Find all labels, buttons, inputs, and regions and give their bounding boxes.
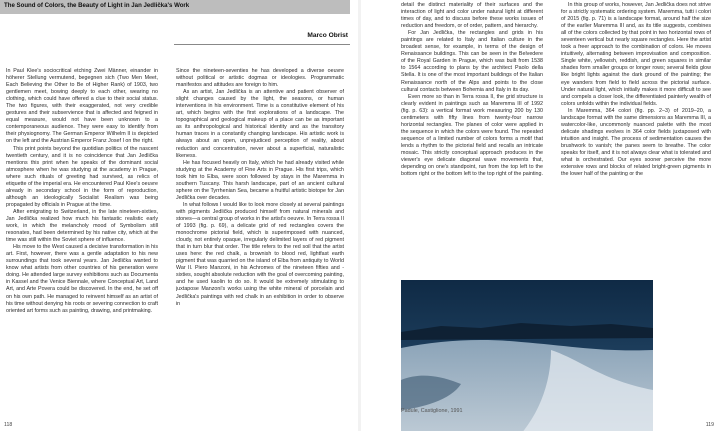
left-column-1 xyxy=(6,68,158,420)
right-column-2 xyxy=(561,2,711,257)
right-page xyxy=(361,0,720,431)
paragraph: detail the distinct materiality of their surfaces and the interaction of light and color under natural light at different times of day, and to discuss before these works issues of reduction and freedom, or of order, pattern, and hierarchy. xyxy=(401,2,543,30)
paragraph: Since the nineteen-seventies he has developed a diverse oeuvre without political or artistic dogmas or ideologies. Programmatic manifestos and attitudes are foreign to him. xyxy=(176,68,344,89)
running-header-title: The Sound of Colors, the Beauty of Light in Jan Jedlička's Work xyxy=(4,2,190,9)
right-column-1 xyxy=(401,2,543,257)
paragraph: In this group of works, however, Jan Jedlička does not strive for a strictly systematic ordering system. Maremma, tutti i colori of 2015 (fig. p. 71) is a landscape format, around half the size of the earlier Maremma III and, as its title suggests, combines all of the colors collected by that point in two horizontal rows of seventeen vertical but nearly square rectangles. Here the artist took a freer approach to the combination of colors. He moves intuitively, alternating between improvisation and composition. Single white, yellowish, reddish, and green squares in similar shades form smaller groups or longer rows; several fields glow like bright lights against the dark ground of the painting; the eye wanders from field to field across the pictorial surface. Under natural light, which initially makes it more difficult to see and compels a closer look, the differentiated painterly wealth of colors unfolds within the individual fields. xyxy=(561,2,711,107)
paragraph: This print points beyond the quotidian politics of the nascent twentieth century, and it is no coincidence that Jan Jedlička mentions this print when he speaks of the dominant social atmosphere when he was studying at the academy in Prague, where such rituals of greeting had survived, as relics of etiquette of the imperial era. He encountered Paul Klee's oeuvre already in secondary school in the form of reproduction, although an ideologically Socialist Realism was being propagated by officials in Prague at the time. xyxy=(6,145,158,208)
paragraph: Even more so than in Terra rossa II, the grid structure is clearly evident in paintings such as Maremma III of 1992 (fig. p. 63): a vertical format work measuring 200 by 130 centimeters with fifty lines from twenty-four narrow horizontal rectangles. The planes of color were applied in the sequence in which the colors were found. The repeated sequence of a limited number of colors forms a motif that lends a rhythm to the pictorial field and recalls an intricate mosaic. This strictly conceptual approach produces in the viewer's eye delicate diagonal wave movements that, depending on one's standpoint, run from the top left to the bottom right or the bottom left to the top right of the painting. xyxy=(401,93,543,178)
left-column-2 xyxy=(176,68,344,420)
paragraph: After emigrating to Switzerland, in the late nineteen-sixties, Jan Jedlička realized how much his fantastic realistic early work, in which the melancholy mood of Symbolism still resonates, had been determined by his native city, which at the time was still within the Soviet sphere of influence. xyxy=(6,208,158,244)
paragraph: He has focused heavily on Italy, which he had already visited while studying at the Academy of Fine Arts in Prague. His first trips, which took him to Elba, were soon followed by stays in the Maremma in southern Tuscany. This harsh landscape, part of an ancient cultural sphere on the Tyrrhenian Sea, became a fruitful artistic biotope for Jan Jedlička over decades. xyxy=(176,159,344,201)
paragraph: In Maremma, 364 colori (fig. pp. 2–3) of 2019–20, a landscape format with the same dimensions as Maremma III, a watercolor-like, uncommonly nuanced palette with the most delicate shadings evolves in 364 color fields juxtaposed with intuition and insight. The process of sedimentation causes the brushwork to vanish; the panes seem to breathe. The color speaks for itself, and it is not always clear what is tolerated and what is orchestrated. Our eyes sooner perceive the more extensive rows and blocks of related bright-green pigments in the lower half of the painting or the xyxy=(561,107,711,178)
photo-caption: Padule, Castiglione, 1991 xyxy=(401,408,463,414)
author-divider xyxy=(174,44,350,45)
paragraph: For Jan Jedlička, the rectangles and grids in his paintings are related to Italy and Italian culture in the broadest sense, for example, in terms of the design of Renaissance buildings. This can be seen in the Belvedere of the Royal Garden in Prague, which was built from 1538 to 1564 according to plans by the architect Paolo della Stella. It is one of the most important buildings of the Italian Renaissance north of the Alps and points to the close cultural contacts between Bohemia and Italy in its day. xyxy=(401,30,543,93)
paragraph: In what follows I would like to look more closely at several paintings with pigments Jedlička produced himself from natural minerals and stones—a central group of works in the artist's oeuvre. In Terra rossa II of 1993 (fig. p. 69), a delicate grid of red rectangles covers the monochrome pictorial field, which is superimposed with nuanced, cloudy, not entirely opaque, irregularly delimited layers of red pigment that in turn blur that order. The title refers to the red soil that the artist uses here: the red chalk, a brownish to blood red, lightfast earth pigment that was quarried on the island of Elba from antiquity to World War II. Piero Manzoni, in his Achromes of the nineteen fifties and -sixties, sought absolute reduction with the goal of overcoming painting, and he used kaolin to do so. It would be extremely stimulating to juxtapose Manzoni's works using the white mineral of porcelain and Jedlička's paintings with red chalk in an exhibition in order to observe in xyxy=(176,201,344,307)
paragraph: In Paul Klee's sociocritical etching Zwei Männer, einander in höherer Stellung vermutend, begegnen sich (Two Men Meet, Each Believing the Other to Be of Higher Rank) of 1903, two gentlemen meet, bowing deeply to each other, wearing no clothing, which could have offered a clue to their social status. The two figures, with their exaggerated, not very credible gestures and their subservience that is affected and feigned in equal measure, would not have been unknown to a contemporaneous audience. They were easy to identify from their physiognomy. The German Emperor Wilhelm II is depicted on the left and the Austrian Emperor Franz Josef I on the right. xyxy=(6,68,158,145)
left-page xyxy=(0,0,358,431)
paragraph: His move to the West caused a decisive transformation in his art. First, however, there was a gentle adaptation to his new surroundings that took several years. Jan Jedlička wanted to know what artists from other countries of his generation were doing. He attended large survey exhibitions such as Documenta in Kassel and the Venice Biennale, where Conceptual Art, Land Art, and Arte Povera could be discovered. In the end, he set off on his own path. He managed to reinvent himself as an artist of his time without denying his roots or severing connection to craft oriented art forms such as painting, drawing, and printmaking. xyxy=(6,244,158,314)
page-number-left: 118 xyxy=(4,422,13,428)
page-number-right: 119 xyxy=(705,422,714,428)
paragraph: As an artist, Jan Jedlička is an attentive and patient observer of slight changes caused by the light, the seasons, or human interventions in his environment. Time is a constitutive element of his art, which begins with the first explorations of a landscape. The topographical and geological makeup of a place can be as important as its anthropological and historical identity and as the transitory human traces in a constantly changing landscape. His artistic work is always about an open, unprejudiced perception of reality, about reduction and concentration, never about a superficial, naturalistic likeness. xyxy=(176,89,344,159)
author-name: Marco Obrist xyxy=(307,32,348,39)
